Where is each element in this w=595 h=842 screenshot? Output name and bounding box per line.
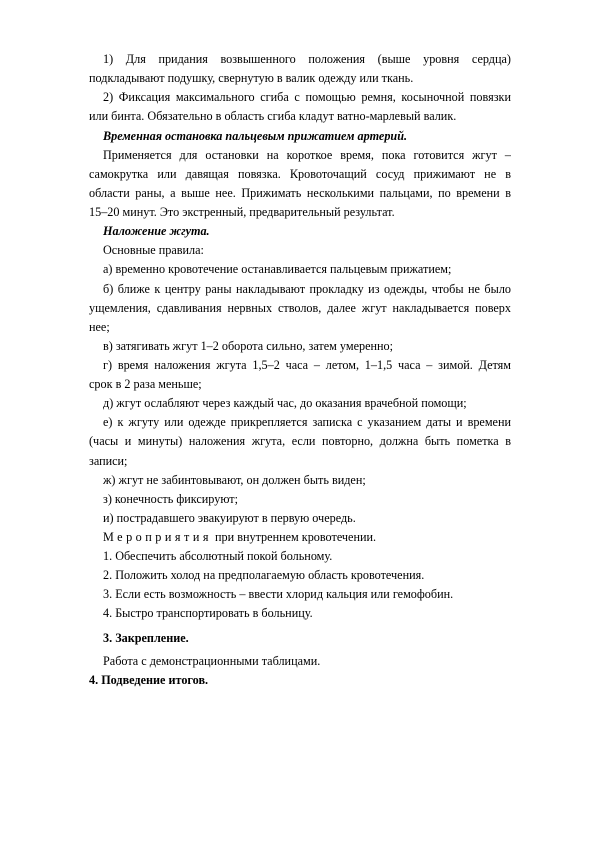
paragraph-line: или бинта. Обязательно в область сгиба кладут ватно-марлевый валик. bbox=[89, 109, 457, 123]
list-item: и) пострадавшего эвакуируют в первую очередь. bbox=[103, 511, 356, 525]
list-item: 2. Положить холод на предполагаемую область кровотечения. bbox=[103, 568, 425, 582]
paragraph-line: подкладывают подушку, свернутую в валик одежду или ткань. bbox=[89, 71, 414, 85]
paragraph-line: 2) Фиксация максимального сгиба с помощью ремня, косыночной повязки bbox=[103, 90, 511, 104]
paragraph-line: Основные правила: bbox=[103, 243, 204, 257]
measures-heading-rest: при внутреннем кровотечении. bbox=[211, 530, 377, 544]
paragraph-line: 1) Для придания возвышенного положения (выше уровня сердца) bbox=[103, 52, 511, 66]
paragraph-line: Применяется для остановки на короткое время, пока готовится жгут – bbox=[103, 148, 511, 162]
measures-heading bbox=[103, 528, 376, 547]
list-item: ж) жгут не забинтовывают, он должен быть виден; bbox=[103, 473, 366, 487]
list-item: е) к жгуту или одежде прикрепляется записка с указанием даты и времени bbox=[103, 415, 511, 429]
list-item: 4. Быстро транспортировать в больницу. bbox=[103, 606, 313, 620]
section-heading: 4. Подведение итогов. bbox=[89, 673, 209, 687]
list-item: з) конечность фиксируют; bbox=[103, 492, 238, 506]
section-heading: Временная остановка пальцевым прижатием артерий. bbox=[103, 129, 408, 143]
section-heading: 3. Закрепление. bbox=[103, 631, 189, 645]
list-item: г) время наложения жгута 1,5–2 часа – летом, 1–1,5 часа – зимой. Детям bbox=[103, 358, 511, 372]
list-item-continuation: (часы и минуты) наложения жгута, если повторно, должна быть пометка в bbox=[89, 434, 511, 448]
measures-heading-spaced: Мероприятия bbox=[103, 530, 212, 544]
list-item-continuation: срок в 2 раза меньше; bbox=[89, 377, 202, 391]
list-item: б) ближе к центру раны накладывают прокладку из одежды, чтобы не было bbox=[103, 282, 511, 296]
list-item-continuation: ущемления, сдавливания нервных стволов, далее жгут накладывается поверх bbox=[89, 301, 511, 315]
paragraph-line: самокрутка или давящая повязка. Кровоточащий сосуд прижимают не в bbox=[89, 167, 511, 181]
list-item: 3. Если есть возможность – ввести хлорид кальция или гемофобин. bbox=[103, 587, 454, 601]
list-item-continuation: нее; bbox=[89, 320, 110, 334]
list-item-continuation: записи; bbox=[89, 454, 128, 468]
paragraph-line: Работа с демонстрационными таблицами. bbox=[103, 654, 321, 668]
list-item: д) жгут ослабляют через каждый час, до оказания врачебной помощи; bbox=[103, 396, 467, 410]
list-item: а) временно кровотечение останавливается пальцевым прижатием; bbox=[103, 262, 452, 276]
paragraph-line: области раны, а выше нее. Прижимать несколькими пальцами, по времени в bbox=[89, 186, 511, 200]
paragraph-line: 15–20 минут. Это экстренный, предварительный результат. bbox=[89, 205, 395, 219]
list-item: 1. Обеспечить абсолютный покой больному. bbox=[103, 549, 333, 563]
list-item: в) затягивать жгут 1–2 оборота сильно, затем умеренно; bbox=[103, 339, 394, 353]
section-heading: Наложение жгута. bbox=[103, 224, 210, 238]
